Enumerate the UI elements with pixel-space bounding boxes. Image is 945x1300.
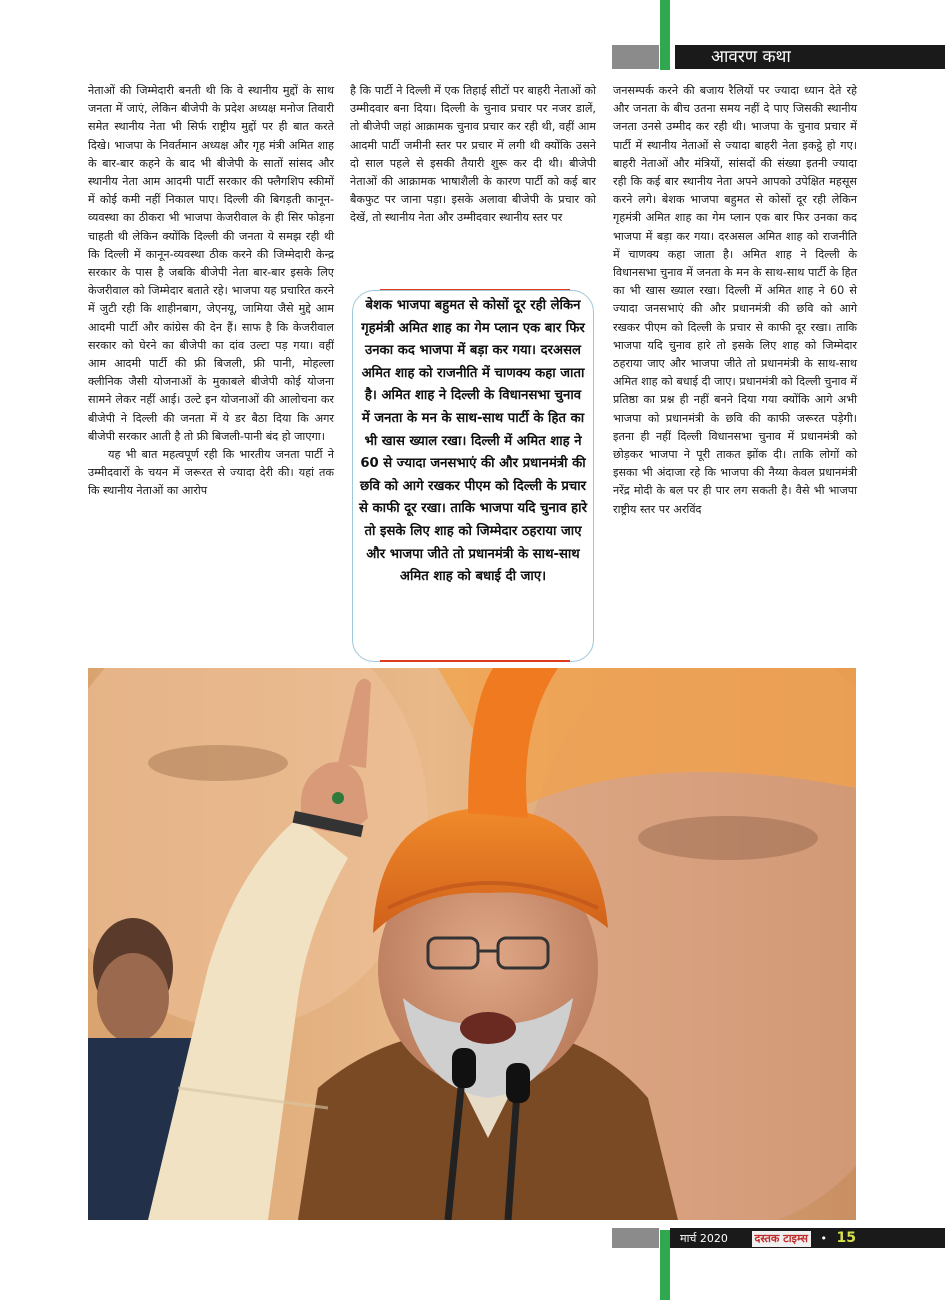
speaker-photo-illustration [88,668,856,1220]
column-1-paragraph-1: नेताओं की जिम्मेदारी बनती थी कि वे स्थानीय मुद्दों के साथ जनता में जाएं, लेकिन बीजेपी के प्रदेश अध्यक्ष मनोज तिवारी समेत स्थानीय नेता भी सिर्फ राष्ट्रीय मुद्दों पर ही बात करते दिखे। भाजपा के निवर्तमान अध्यक्ष और गृह मंत्री अमित शाह के बार-बार कहने के बाद भी बीजेपी के सातों सांसद और स्थानीय नेता आम आदमी पार्टी सरकार की फ्लैगशिप स्कीमों में कोई कमी नहीं निकाल पाए। दिल्ली की बिगड़ती कानून-व्यवस्था का ठीकरा भी भाजपा केजरीवाल के ही सिर फोड़ना चाहती थी लेकिन क्योंकि दिल्ली की जनता ये समझ रही थी कि दिल्ली में कानून-व्यवस्था ठीक करने की जिम्मेदारी केन्द्र सरकार के पास है जबकि बीजेपी नेता बार-बार इसके लिए केजरीवाल को जिम्मेदार बताते रहे। भाजपा यह प्रचारित करने में जुटी रही कि शाहीनबाग, जेएनयू, जामिया जैसे मुद्दे आम आदमी पार्टी और कांग्रेस की देन हैं। साफ है कि केजरीवाल सरकार को घेरने का बीजेपी का दांव उल्टा पड़ गया। वहीं आम आदमी पार्टी की फ्री बिजली, फ्री पानी, मोहल्ला क्लीनिक जैसी योजनाओं के मुकाबले बीजेपी कोई योजना सामने लेकर नहीं आई। उल्टे इन योजनाओं की आलोचना कर बीजेपी ने दिल्ली की जनता में ये डर बैठा दिया कि अगर बीजेपी सरकार आती है तो फ्री बिजली-पानी बंद हो जाएगा। [88,84,334,443]
magazine-logo: दस्तक टाइम्स [752,1231,811,1247]
article-column-3 [613,82,857,519]
pullquote-text: बेशक भाजपा बहुमत से कोसों दूर रही लेकिन गृहमंत्री अमित शाह का गेम प्लान एक बार फिर उनका कद भाजपा में बड़ा कर गया। दरअसल अमित शाह को राजनीति में चाणक्य कहा जाता है। अमित शाह ने दिल्ली के विधानसभा चुनाव में जनता के मन के साथ-साथ पार्टी के हित का भी खास ख्याल रखा। दिल्ली में अमित शाह ने 60 से ज्यादा जनसभाएं की और प्रधानमंत्री की छवि को आगे रखकर पीएम को दिल्ली के प्रचार से काफी दूर रखा। ताकि भाजपा यदि चुनाव हारे तो इसके लिए शाह को जिम्मेदार ठहराया जाए और भाजपा जीते तो प्रधानमंत्री के साथ-साथ अमित शाह को बधाई दी जाए। [359,298,587,585]
footer-gray-block [612,1228,659,1248]
article-column-1 [88,82,334,501]
footer-separator: • [820,1232,827,1245]
column-1-paragraph-2: यह भी बात महत्वपूर्ण रही कि भारतीय जनता पार्टी ने उम्मीदवारों के चयन में जरूरत से ज्यादा देरी की। यहां तक कि स्थानीय नेताओं का आरोप [88,448,334,498]
column-3-paragraph-1: जनसम्पर्क करने की बजाय रैलियों पर ज्यादा ध्यान देते रहे और जनता के बीच उतना समय नहीं दे पाए जिसकी स्थानीय जनता उनसे उम्मीद कर रही थी। भाजपा के चुनाव प्रचार में पार्टी में स्थानीय नेताओं से ज्यादा बाहरी नेता इकट्ठे हो गए। बाहरी नेताओं और मंत्रियों, सांसदों की संख्या इतनी ज्यादा रही कि कई बार स्थानीय नेता अपने आपको उपेक्षित महसूस करने लगे। बेशक भाजपा बहुमत से कोसों दूर रही लेकिन गृहमंत्री अमित शाह का गेम प्लान एक बार फिर उनका कद भाजपा में बड़ा कर गया। दरअसल अमित शाह को राजनीति में चाणक्य कहा जाता है। अमित शाह ने दिल्ली के विधानसभा चुनाव में जनता के मन के साथ-साथ पार्टी के हित का भी खास ख्याल रखा। दिल्ली में अमित शाह ने 60 से ज्यादा जनसभाएं की और प्रधानमंत्री की छवि को आगे रखकर पीएम को दिल्ली के प्रचार से काफी दूर रखा। ताकि भाजपा यदि चुनाव हारे तो इसके लिए शाह को जिम्मेदार ठहराया जाए और भाजपा जीते तो प्रधानमंत्री के साथ-साथ अमित शाह को बधाई दी जाए। प्रधानमंत्री को दिल्ली चुनाव में प्रतिष्ठा का प्रश्न ही नहीं बनने दिया गया क्योंकि आगे अभी भाजपा को प्रधानमंत्री के छवि की काफी जरूरत पड़ेगी। इतना ही नहीं दिल्ली विधानसभा चुनाव में प्रधानमंत्री को छोड़कर भाजपा ने पूरी ताकत झोंक दी। ताकि लोगों को इसका भी अंदाजा रहे कि भाजपा की नैय्या केवल प्रधानमंत्री नरेंद्र मोदी के बल पर ही पार लग सकती है। वैसे भी भाजपा राष्ट्रीय स्तर पर अरविंद [613,84,857,516]
pullquote-box [352,290,594,662]
page-number: 15 [836,1230,856,1246]
issue-date: मार्च 2020 [680,1232,728,1245]
footer-bar [670,1228,945,1248]
footer-green-bar [660,1230,670,1300]
section-label: आवरण कथा [675,45,945,69]
speaker-photo [88,668,856,1220]
header-gray-block [612,45,659,69]
header-green-bar [660,0,670,70]
article-column-2 [350,82,596,228]
column-2-paragraph-1: है कि पार्टी ने दिल्ली में एक तिहाई सीटों पर बाहरी नेताओं को उम्मीदवार बना दिया। दिल्ली के चुनाव प्रचार पर नजर डालें, तो बीजेपी जहां आक्रामक चुनाव प्रचार कर रही थी, वहीं आम आदमी पार्टी जमीनी स्तर पर प्रचार में लगी थी क्योंकि उसने दो साल पहले से इसकी तैयारी शुरू कर दी थी। बीजेपी नेताओं की आक्रामक भाषाशैली के कारण पार्टी को कई बार बैकफुट पर जाना पड़ा। इसके अलावा बीजेपी के प्रचार को देखें, तो स्थानीय नेता और उम्मीदवार स्थानीय स्तर पर [350,84,596,225]
pullquote-bottom-rule [380,660,570,662]
